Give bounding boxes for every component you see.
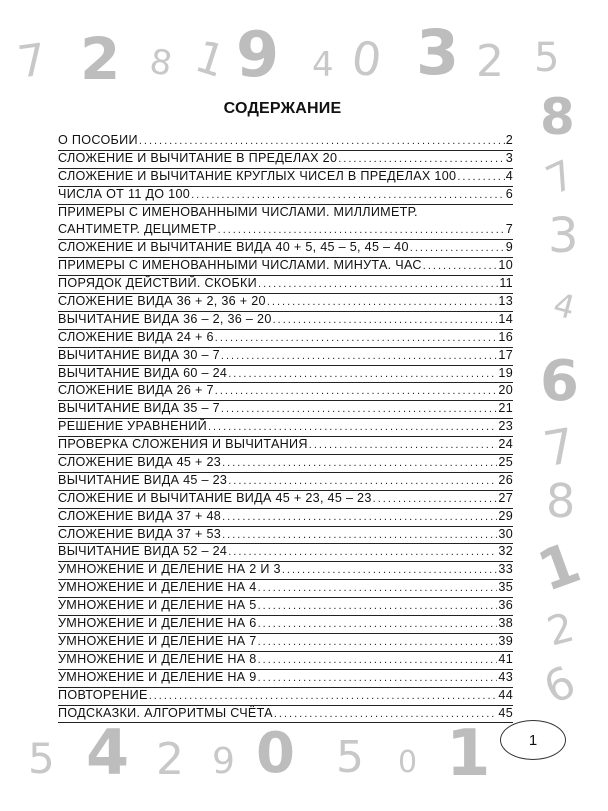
toc-row[interactable] <box>58 634 513 652</box>
toc-entry-title: ПОРЯДОК ДЕЙСТВИЙ. СКОБКИ <box>58 276 258 291</box>
page-number-badge <box>500 720 566 760</box>
toc-entry-title: ВЫЧИТАНИЕ ВИДА 30 – 7 <box>58 347 220 362</box>
toc-entry-title: ВЫЧИТАНИЕ ВИДА 35 – 7 <box>58 401 220 416</box>
toc-row[interactable] <box>58 598 513 616</box>
toc-page-number: 21 <box>498 401 513 416</box>
toc-dot-leader <box>258 582 498 594</box>
toc-dot-leader <box>373 493 498 505</box>
toc-page-number: 39 <box>498 633 513 648</box>
toc-page-number: 25 <box>498 455 513 470</box>
decor-digit: 2 <box>80 25 121 93</box>
toc-dot-leader <box>222 529 497 541</box>
toc-page-number: 38 <box>498 616 513 631</box>
toc-page-number: 44 <box>498 687 513 702</box>
toc-entry-title: СЛОЖЕНИЕ И ВЫЧИТАНИЕ КРУГЛЫХ ЧИСЕЛ В ПРЕДЕЛАХ 100 <box>58 168 457 183</box>
decor-digit: 5 <box>28 734 55 783</box>
decor-digit: 0 <box>398 745 418 780</box>
toc-dot-leader <box>222 457 497 469</box>
toc-dot-leader <box>267 296 498 308</box>
toc-page-number: 16 <box>498 329 513 344</box>
toc-entry-title: СЛОЖЕНИЕ И ВЫЧИТАНИЕ ВИДА 45 + 23, 45 – 23 <box>58 490 372 505</box>
toc-row[interactable] <box>58 205 513 223</box>
toc-row[interactable] <box>58 240 513 258</box>
decor-digit: 3 <box>548 208 579 264</box>
toc-dot-leader <box>338 153 504 165</box>
toc-dot-leader <box>228 475 497 487</box>
toc-entry-title: СЛОЖЕНИЕ И ВЫЧИТАНИЕ В ПРЕДЕЛАХ 20 <box>58 150 338 165</box>
toc-entry-title: УМНОЖЕНИЕ И ДЕЛЕНИЕ НА 9 <box>58 669 257 684</box>
toc-dot-leader <box>228 546 497 558</box>
toc-page-number: 36 <box>498 598 513 613</box>
toc-dot-leader <box>191 189 505 201</box>
toc-dot-leader <box>221 350 497 362</box>
toc-entry-title: СЛОЖЕНИЕ ВИДА 24 + 6 <box>58 329 214 344</box>
toc-page-number: 43 <box>498 669 513 684</box>
decor-digit: 1 <box>446 717 491 791</box>
toc-row[interactable] <box>58 366 513 384</box>
decor-digit: 1 <box>529 530 589 605</box>
toc-dot-leader <box>282 564 498 576</box>
toc-entry-title: ЧИСЛА ОТ 11 ДО 100 <box>58 186 191 201</box>
toc-dot-leader <box>222 511 497 523</box>
toc-entry-title: ПОВТОРЕНИЕ <box>58 687 148 702</box>
toc-entry-title: ВЫЧИТАНИЕ ВИДА 60 – 24 <box>58 365 228 380</box>
decor-digit: 3 <box>416 16 460 89</box>
toc-page-number: 26 <box>498 472 513 487</box>
toc-dot-leader <box>149 690 498 702</box>
toc-entry-title: САНТИМЕТР. ДЕЦИМЕТР <box>58 222 217 237</box>
toc-page-number: 27 <box>498 490 513 505</box>
toc-page-number: 30 <box>498 526 513 541</box>
toc-page-number: 35 <box>498 580 513 595</box>
decor-digit: 7 <box>539 417 580 479</box>
toc-dot-leader <box>258 672 498 684</box>
toc-entry-title: СЛОЖЕНИЕ ВИДА 45 + 23 <box>58 455 222 470</box>
toc-entry-title: УМНОЖЕНИЕ И ДЕЛЕНИЕ НА 8 <box>58 651 257 666</box>
toc-row[interactable] <box>58 133 513 151</box>
toc-entry-title: СЛОЖЕНИЕ ВИДА 26 + 7 <box>58 383 214 398</box>
toc-page-number: 45 <box>498 705 513 720</box>
toc-row[interactable] <box>58 455 513 473</box>
page-number: 1 <box>528 731 538 749</box>
toc-row[interactable] <box>58 616 513 634</box>
toc-row[interactable] <box>58 509 513 527</box>
toc-page-number: 9 <box>505 240 513 255</box>
toc-entry-title: СЛОЖЕНИЕ ВИДА 37 + 53 <box>58 526 222 541</box>
toc-row[interactable] <box>58 562 513 580</box>
decor-digit: 9 <box>212 741 235 782</box>
decor-digit: 6 <box>540 349 579 414</box>
toc-page-number: 10 <box>498 258 513 273</box>
toc-row[interactable] <box>58 312 513 330</box>
decor-digit: 7 <box>14 34 50 89</box>
decor-digit: 8 <box>146 41 175 85</box>
toc-row[interactable] <box>58 383 513 401</box>
decor-digit: 0 <box>256 721 295 786</box>
toc-row[interactable] <box>58 187 513 205</box>
toc-dot-leader <box>423 260 498 272</box>
toc-row[interactable] <box>58 473 513 491</box>
toc-row[interactable] <box>58 491 513 509</box>
decor-digit: 4 <box>86 716 130 789</box>
decor-digit: 9 <box>236 18 280 91</box>
toc-page-number: 17 <box>498 347 513 362</box>
toc-page-number: 29 <box>498 508 513 523</box>
toc-row[interactable] <box>58 580 513 598</box>
toc-row[interactable] <box>58 222 513 240</box>
decor-digit: 2 <box>542 604 579 656</box>
toc-dot-leader <box>258 636 498 648</box>
toc-entry-title: УМНОЖЕНИЕ И ДЕЛЕНИЕ НА 6 <box>58 616 257 631</box>
toc-page-number: 4 <box>505 168 513 183</box>
toc-entry-title: ПРИМЕРЫ С ИМЕНОВАННЫМИ ЧИСЛАМИ. МИЛЛИМЕТР. <box>58 204 418 219</box>
page-title: СОДЕРЖАНИЕ <box>223 100 342 117</box>
toc-row[interactable] <box>58 437 513 455</box>
decor-digit: 2 <box>476 36 504 87</box>
toc-entry-title: ВЫЧИТАНИЕ ВИДА 45 – 23 <box>58 472 228 487</box>
toc-page-number: 6 <box>505 186 513 201</box>
toc-row[interactable] <box>58 544 513 562</box>
toc-entry-title: ПРОВЕРКА СЛОЖЕНИЯ И ВЫЧИТАНИЯ <box>58 437 308 452</box>
decor-digit: 4 <box>312 45 334 85</box>
toc-page-number: 14 <box>498 311 513 326</box>
toc-entry-title: СЛОЖЕНИЕ И ВЫЧИТАНИЕ ВИДА 40 + 5, 45 – 5, 45 – 40 <box>58 240 409 255</box>
toc-entry-title: ВЫЧИТАНИЕ ВИДА 52 – 24 <box>58 544 228 559</box>
decor-digit: 2 <box>156 734 184 785</box>
toc-dot-leader <box>208 421 497 433</box>
toc-dot-leader <box>218 224 505 236</box>
toc-page-number: 13 <box>498 294 513 309</box>
toc-row[interactable] <box>58 688 513 706</box>
toc-row[interactable] <box>58 706 513 724</box>
toc-entry-title: УМНОЖЕНИЕ И ДЕЛЕНИЕ НА 4 <box>58 580 257 595</box>
decor-digit: 6 <box>536 656 584 715</box>
toc-dot-leader <box>410 242 505 254</box>
toc-dot-leader <box>258 654 498 666</box>
toc-page-number: 41 <box>498 651 513 666</box>
toc-page-number: 2 <box>505 133 513 147</box>
toc-row[interactable] <box>58 294 513 312</box>
toc-dot-leader <box>309 439 498 451</box>
toc-row[interactable] <box>58 258 513 276</box>
toc-row[interactable] <box>58 330 513 348</box>
decor-digit: 0 <box>348 30 385 88</box>
toc-row[interactable] <box>58 652 513 670</box>
toc-page-number: 32 <box>498 544 513 559</box>
toc-row[interactable] <box>58 670 513 688</box>
toc-dot-leader <box>273 314 498 326</box>
table-of-contents <box>58 133 513 723</box>
toc-dot-leader <box>457 171 504 183</box>
toc-row[interactable] <box>58 419 513 437</box>
decor-digit: 1 <box>188 30 232 89</box>
decor-digit: 5 <box>336 732 364 783</box>
toc-entry-title: УМНОЖЕНИЕ И ДЕЛЕНИЕ НА 7 <box>58 633 257 648</box>
decor-digit: 8 <box>546 474 576 528</box>
toc-dot-leader <box>215 385 498 397</box>
decor-digit: 7 <box>539 151 582 205</box>
toc-row[interactable] <box>58 151 513 169</box>
toc-page-number: 7 <box>505 222 513 237</box>
toc-dot-leader <box>139 135 505 147</box>
toc-page-number: 20 <box>498 383 513 398</box>
toc-row[interactable] <box>58 348 513 366</box>
toc-row[interactable] <box>58 401 513 419</box>
toc-entry-title: УМНОЖЕНИЕ И ДЕЛЕНИЕ НА 5 <box>58 598 257 613</box>
toc-dot-leader <box>228 368 497 380</box>
toc-dot-leader <box>215 332 498 344</box>
decor-digit: 5 <box>534 35 560 81</box>
toc-entry-title: РЕШЕНИЕ УРАВНЕНИЙ <box>58 419 207 434</box>
toc-page-number: 24 <box>498 437 513 452</box>
toc-entry-title: ПРИМЕРЫ С ИМЕНОВАННЫМИ ЧИСЛАМИ. МИНУТА. ЧАС <box>58 258 422 273</box>
toc-entry-title: ПОДСКАЗКИ. АЛГОРИТМЫ СЧЁТА <box>58 705 273 720</box>
toc-dot-leader <box>274 708 498 720</box>
toc-row[interactable] <box>58 169 513 187</box>
toc-page-number: 11 <box>499 276 513 291</box>
toc-entry-title: УМНОЖЕНИЕ И ДЕЛЕНИЕ НА 2 И 3 <box>58 562 281 577</box>
decor-digit: 8 <box>540 88 575 146</box>
toc-row[interactable] <box>58 527 513 545</box>
toc-page-number: 23 <box>498 419 513 434</box>
toc-page-number: 3 <box>505 150 513 165</box>
toc-entry-title: О ПОСОБИИ <box>58 133 138 147</box>
toc-page-number: 33 <box>498 562 513 577</box>
toc-dot-leader <box>221 403 497 415</box>
toc-dot-leader <box>258 618 498 630</box>
toc-entry-title: СЛОЖЕНИЕ ВИДА 37 + 48 <box>58 508 222 523</box>
toc-page-number: 19 <box>498 365 513 380</box>
toc-dot-leader <box>258 600 498 612</box>
toc-entry-title: СЛОЖЕНИЕ ВИДА 36 + 2, 36 + 20 <box>58 294 266 309</box>
toc-entry-title: ВЫЧИТАНИЕ ВИДА 36 – 2, 36 – 20 <box>58 311 272 326</box>
decor-digit: 4 <box>549 285 579 327</box>
toc-dot-leader <box>258 278 498 290</box>
toc-row[interactable] <box>58 276 513 294</box>
